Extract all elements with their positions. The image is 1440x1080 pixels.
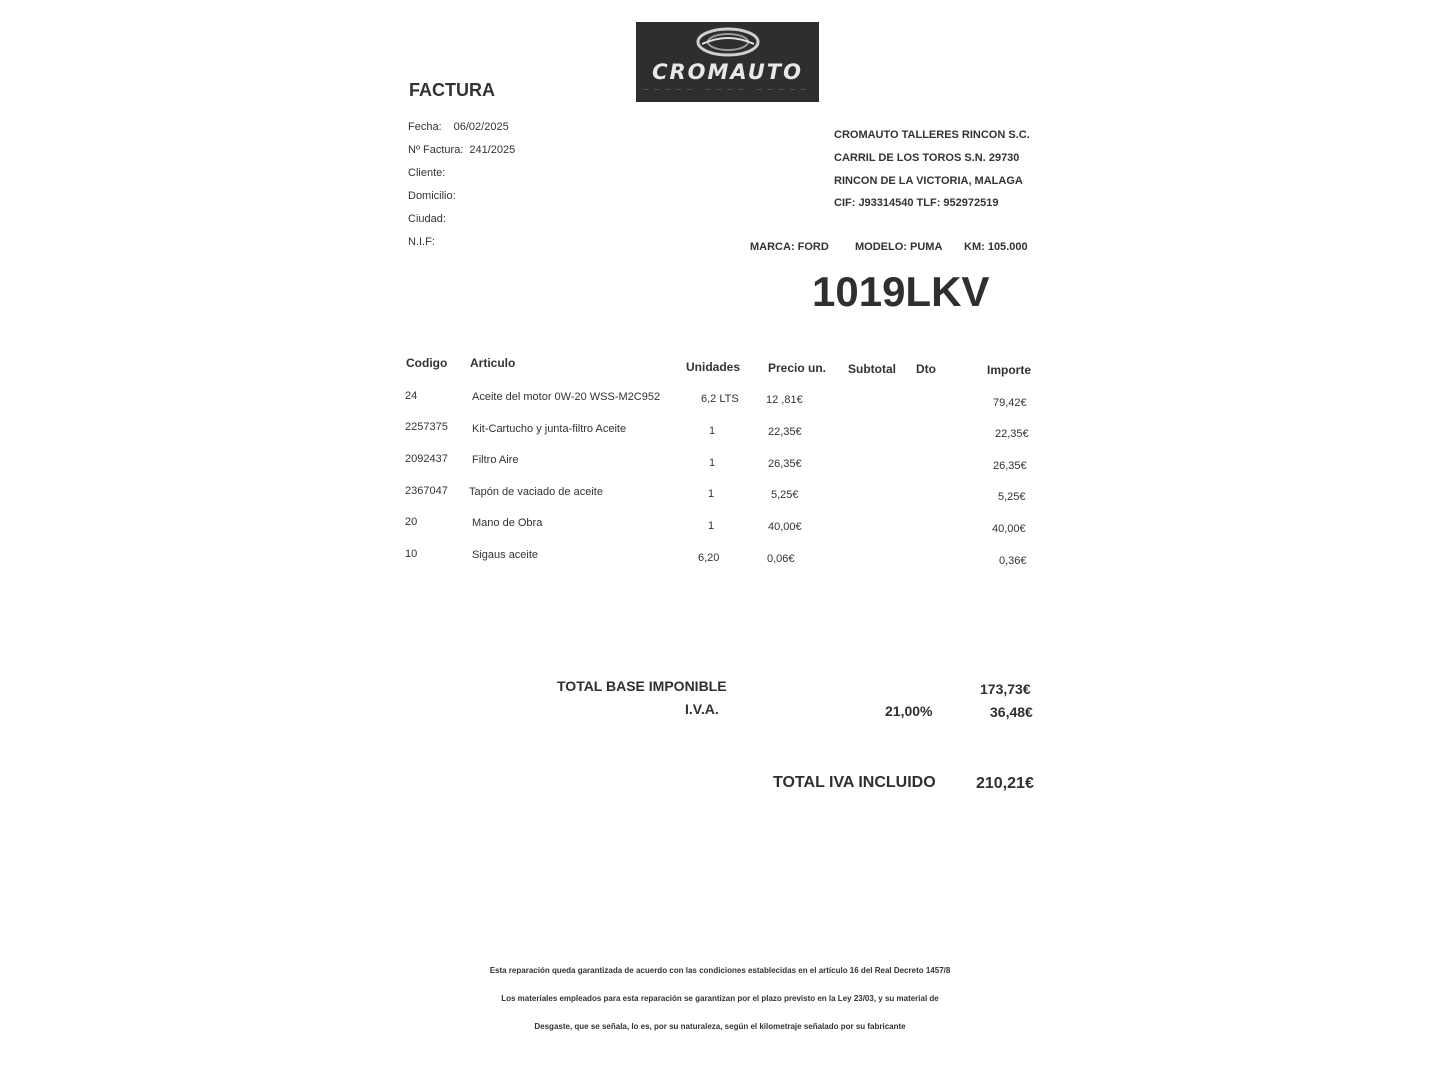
- total-base-label: TOTAL BASE IMPONIBLE: [557, 678, 727, 694]
- header-dto: Dto: [916, 362, 936, 376]
- cell-precio: 40,00€: [768, 521, 802, 533]
- company-city: RINCON DE LA VICTORIA, MALAGA: [834, 175, 1023, 187]
- cell-codigo: 20: [405, 516, 418, 528]
- header-precio: Precio un.: [768, 361, 827, 375]
- iva-value: 36,48€: [990, 704, 1033, 720]
- meta-label: Domicilio:: [408, 190, 456, 202]
- cell-unidades: 1: [709, 457, 716, 469]
- header-articulo: Articulo: [470, 356, 516, 370]
- cell-articulo: Tapón de vaciado de aceite: [469, 486, 603, 498]
- header-importe: Importe: [987, 363, 1032, 377]
- total-base-value: 173,73€: [980, 681, 1031, 697]
- cell-codigo: 10: [405, 548, 418, 560]
- company-logo: [636, 22, 819, 102]
- meta-label: Nº Factura:: [408, 144, 464, 156]
- iva-rate: 21,00%: [885, 703, 933, 719]
- meta-label: Ciudad:: [408, 213, 446, 225]
- cell-codigo: 24: [405, 390, 418, 402]
- cell-codigo: 2257375: [405, 421, 448, 433]
- meta-domicilio: [408, 190, 468, 202]
- cell-unidades: 1: [708, 488, 715, 500]
- footer-line: Los materiales empleados para esta reparación se garantizan por el plazo previsto en la Ley 23/03, y su material de: [501, 994, 939, 1003]
- cell-precio: 5,25€: [771, 489, 799, 501]
- cell-unidades: 6,2 LTS: [701, 393, 739, 405]
- cell-precio: 0,06€: [767, 553, 795, 565]
- vehicle-marca: MARCA: FORD: [750, 241, 829, 253]
- cell-articulo: Aceite del motor 0W-20 WSS-M2C952: [472, 391, 661, 403]
- header-codigo: Codigo: [406, 356, 448, 370]
- license-plate: 1019LKV: [812, 268, 990, 315]
- cell-importe: 22,35€: [995, 428, 1029, 440]
- total-iva-incluido-label: TOTAL IVA INCLUIDO: [773, 774, 936, 791]
- meta-label: N.I.F:: [408, 236, 435, 248]
- meta-ciudad: [408, 213, 458, 225]
- footer-line: Esta reparación queda garantizada de acuerdo con las condiciones establecidas en el artículo 16 del Real Decreto 1457/8: [489, 966, 951, 975]
- vehicle-km: KM: 105.000: [964, 241, 1028, 253]
- cell-articulo: Kit-Cartucho y junta-filtro Aceite: [472, 423, 627, 435]
- meta-label: Cliente:: [408, 167, 446, 179]
- cell-importe: 79,42€: [993, 397, 1027, 409]
- cell-precio: 26,35€: [768, 458, 802, 470]
- cell-unidades: 1: [709, 425, 716, 437]
- document-title: FACTURA: [409, 80, 495, 100]
- header-unidades: Unidades: [686, 360, 741, 374]
- car-emblem-icon: [688, 26, 768, 58]
- cell-codigo: 2092437: [405, 453, 448, 465]
- meta-nif: [408, 236, 447, 248]
- meta-value: 06/02/2025: [453, 121, 509, 133]
- meta-label: Fecha:: [408, 121, 442, 133]
- cell-unidades: 1: [708, 520, 715, 532]
- meta-fecha: [408, 121, 509, 133]
- cell-importe: 5,25€: [998, 491, 1026, 503]
- cell-articulo: Sigaus aceite: [472, 549, 539, 561]
- company-ids: CIF: J93314540 TLF: 952972519: [834, 197, 999, 209]
- meta-cliente: [408, 167, 457, 179]
- cell-importe: 40,00€: [992, 523, 1026, 535]
- header-subtotal: Subtotal: [848, 362, 896, 376]
- cell-unidades: 6,20: [698, 552, 720, 564]
- cell-codigo: 2367047: [405, 485, 448, 497]
- logo-tagline-decoration: ————— ———— —————: [643, 87, 812, 93]
- cell-importe: 0,36€: [999, 555, 1027, 567]
- company-name: CROMAUTO TALLERES RINCON S.C.: [834, 129, 1030, 141]
- vehicle-modelo: MODELO: PUMA: [855, 241, 943, 253]
- cell-articulo: Filtro Aire: [472, 454, 519, 466]
- total-iva-incluido-value: 210,21€: [976, 775, 1034, 792]
- cell-importe: 26,35€: [993, 460, 1027, 472]
- company-address: CARRIL DE LOS TOROS S.N. 29730: [834, 152, 1020, 164]
- cell-precio: 12 ,81€: [766, 394, 803, 406]
- meta-value: 241/2025: [469, 144, 516, 156]
- cell-articulo: Mano de Obra: [472, 517, 543, 529]
- meta-numero-factura: [408, 144, 515, 156]
- iva-label: I.V.A.: [685, 701, 719, 717]
- logo-text: CROMAUTO: [652, 60, 803, 84]
- cell-precio: 22,35€: [768, 426, 802, 438]
- footer-line: Desgaste, que se señala, lo es, por su naturaleza, según el kilometraje señalado por su fabricante: [534, 1022, 906, 1031]
